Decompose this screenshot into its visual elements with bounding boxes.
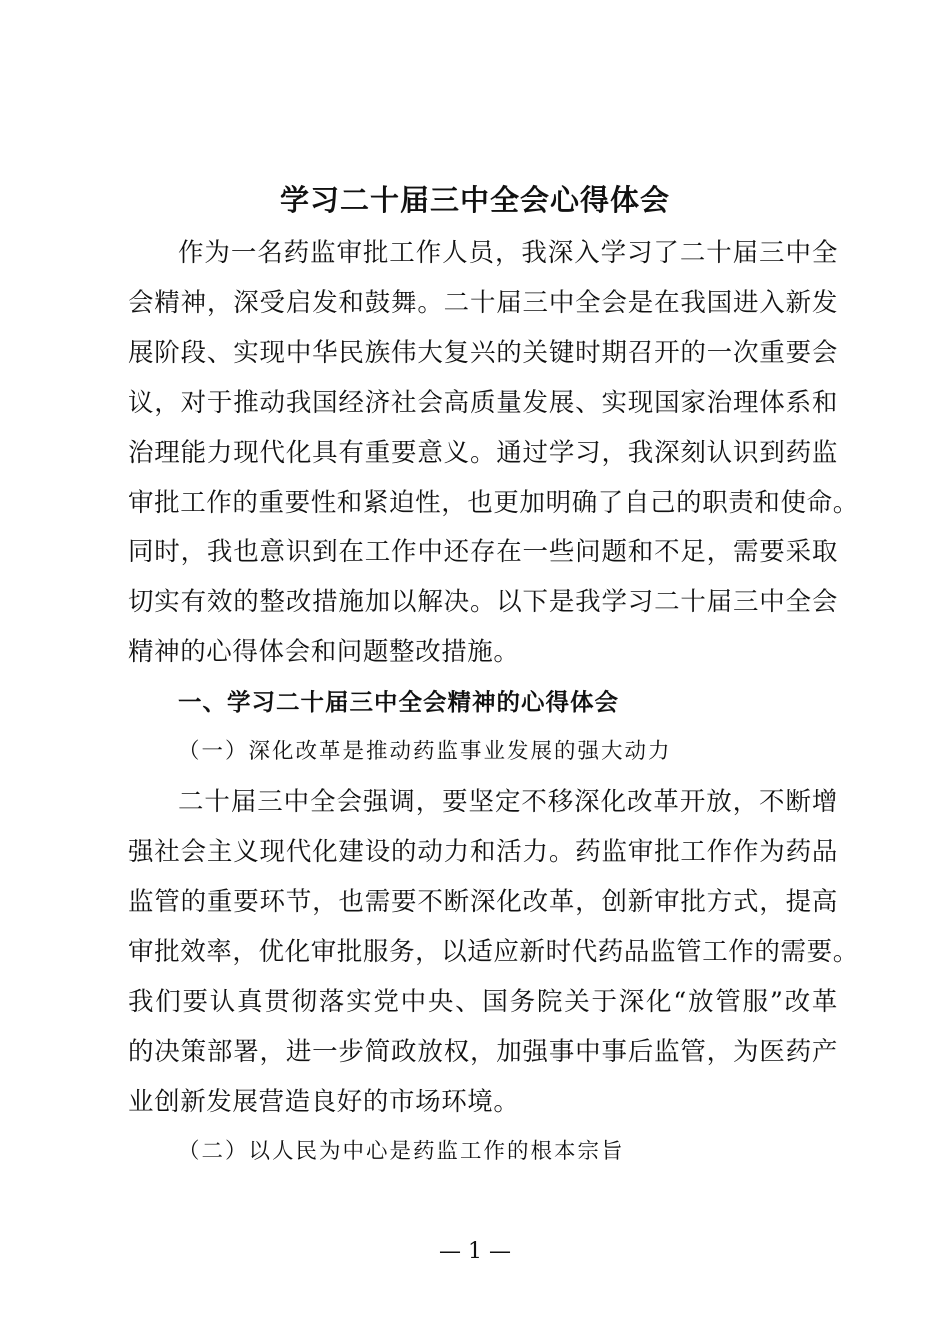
page-number: — 1 — xyxy=(439,1239,511,1264)
paragraph-line: 我们要认真贯彻落实党中央、国务院关于深化“放管服”改革 xyxy=(128,987,838,1017)
paragraph-line: 议，对于推动我国经济社会高质量发展、实现国家治理体系和 xyxy=(128,388,838,418)
paragraph-line: 作为一名药监审批工作人员，我深入学习了二十届三中全 xyxy=(178,238,838,268)
paragraph-line: 切实有效的整改措施加以解决。以下是我学习二十届三中全会 xyxy=(128,587,838,617)
section-heading: 一、学习二十届三中全会精神的心得体会 xyxy=(178,688,619,716)
paragraph-line: 精神的心得体会和问题整改措施。 xyxy=(128,637,520,667)
subsection-heading: （一）深化改革是推动药监事业发展的强大动力 xyxy=(178,739,672,764)
document-title: 学习二十届三中全会心得体会 xyxy=(279,183,670,217)
paragraph-line: 治理能力现代化具有重要意义。通过学习，我深刻认识到药监 xyxy=(128,438,838,468)
paragraph-line: 同时，我也意识到在工作中还存在一些问题和不足，需要采取 xyxy=(128,537,838,567)
paragraph-line: 审批效率，优化审批服务，以适应新时代药品监管工作的需要。 xyxy=(128,937,859,967)
paragraph-line: 审批工作的重要性和紧迫性，也更加明确了自己的职责和使命。 xyxy=(128,488,859,518)
paragraph-line: 会精神，深受启发和鼓舞。二十届三中全会是在我国进入新发 xyxy=(128,288,838,318)
subsection-heading: （二）以人民为中心是药监工作的根本宗旨 xyxy=(178,1139,625,1164)
paragraph-line: 业创新发展营造良好的市场环境。 xyxy=(128,1087,520,1117)
paragraph-line: 的决策部署，进一步简政放权，加强事中事后监管，为医药产 xyxy=(128,1037,838,1067)
paragraph-line: 二十届三中全会强调，要坚定不移深化改革开放，不断增 xyxy=(178,787,838,817)
paragraph-line: 监管的重要环节，也需要不断深化改革，创新审批方式，提高 xyxy=(128,887,838,917)
paragraph-line: 强社会主义现代化建设的动力和活力。药监审批工作作为药品 xyxy=(128,837,838,867)
paragraph-line: 展阶段、实现中华民族伟大复兴的关键时期召开的一次重要会 xyxy=(128,338,838,368)
